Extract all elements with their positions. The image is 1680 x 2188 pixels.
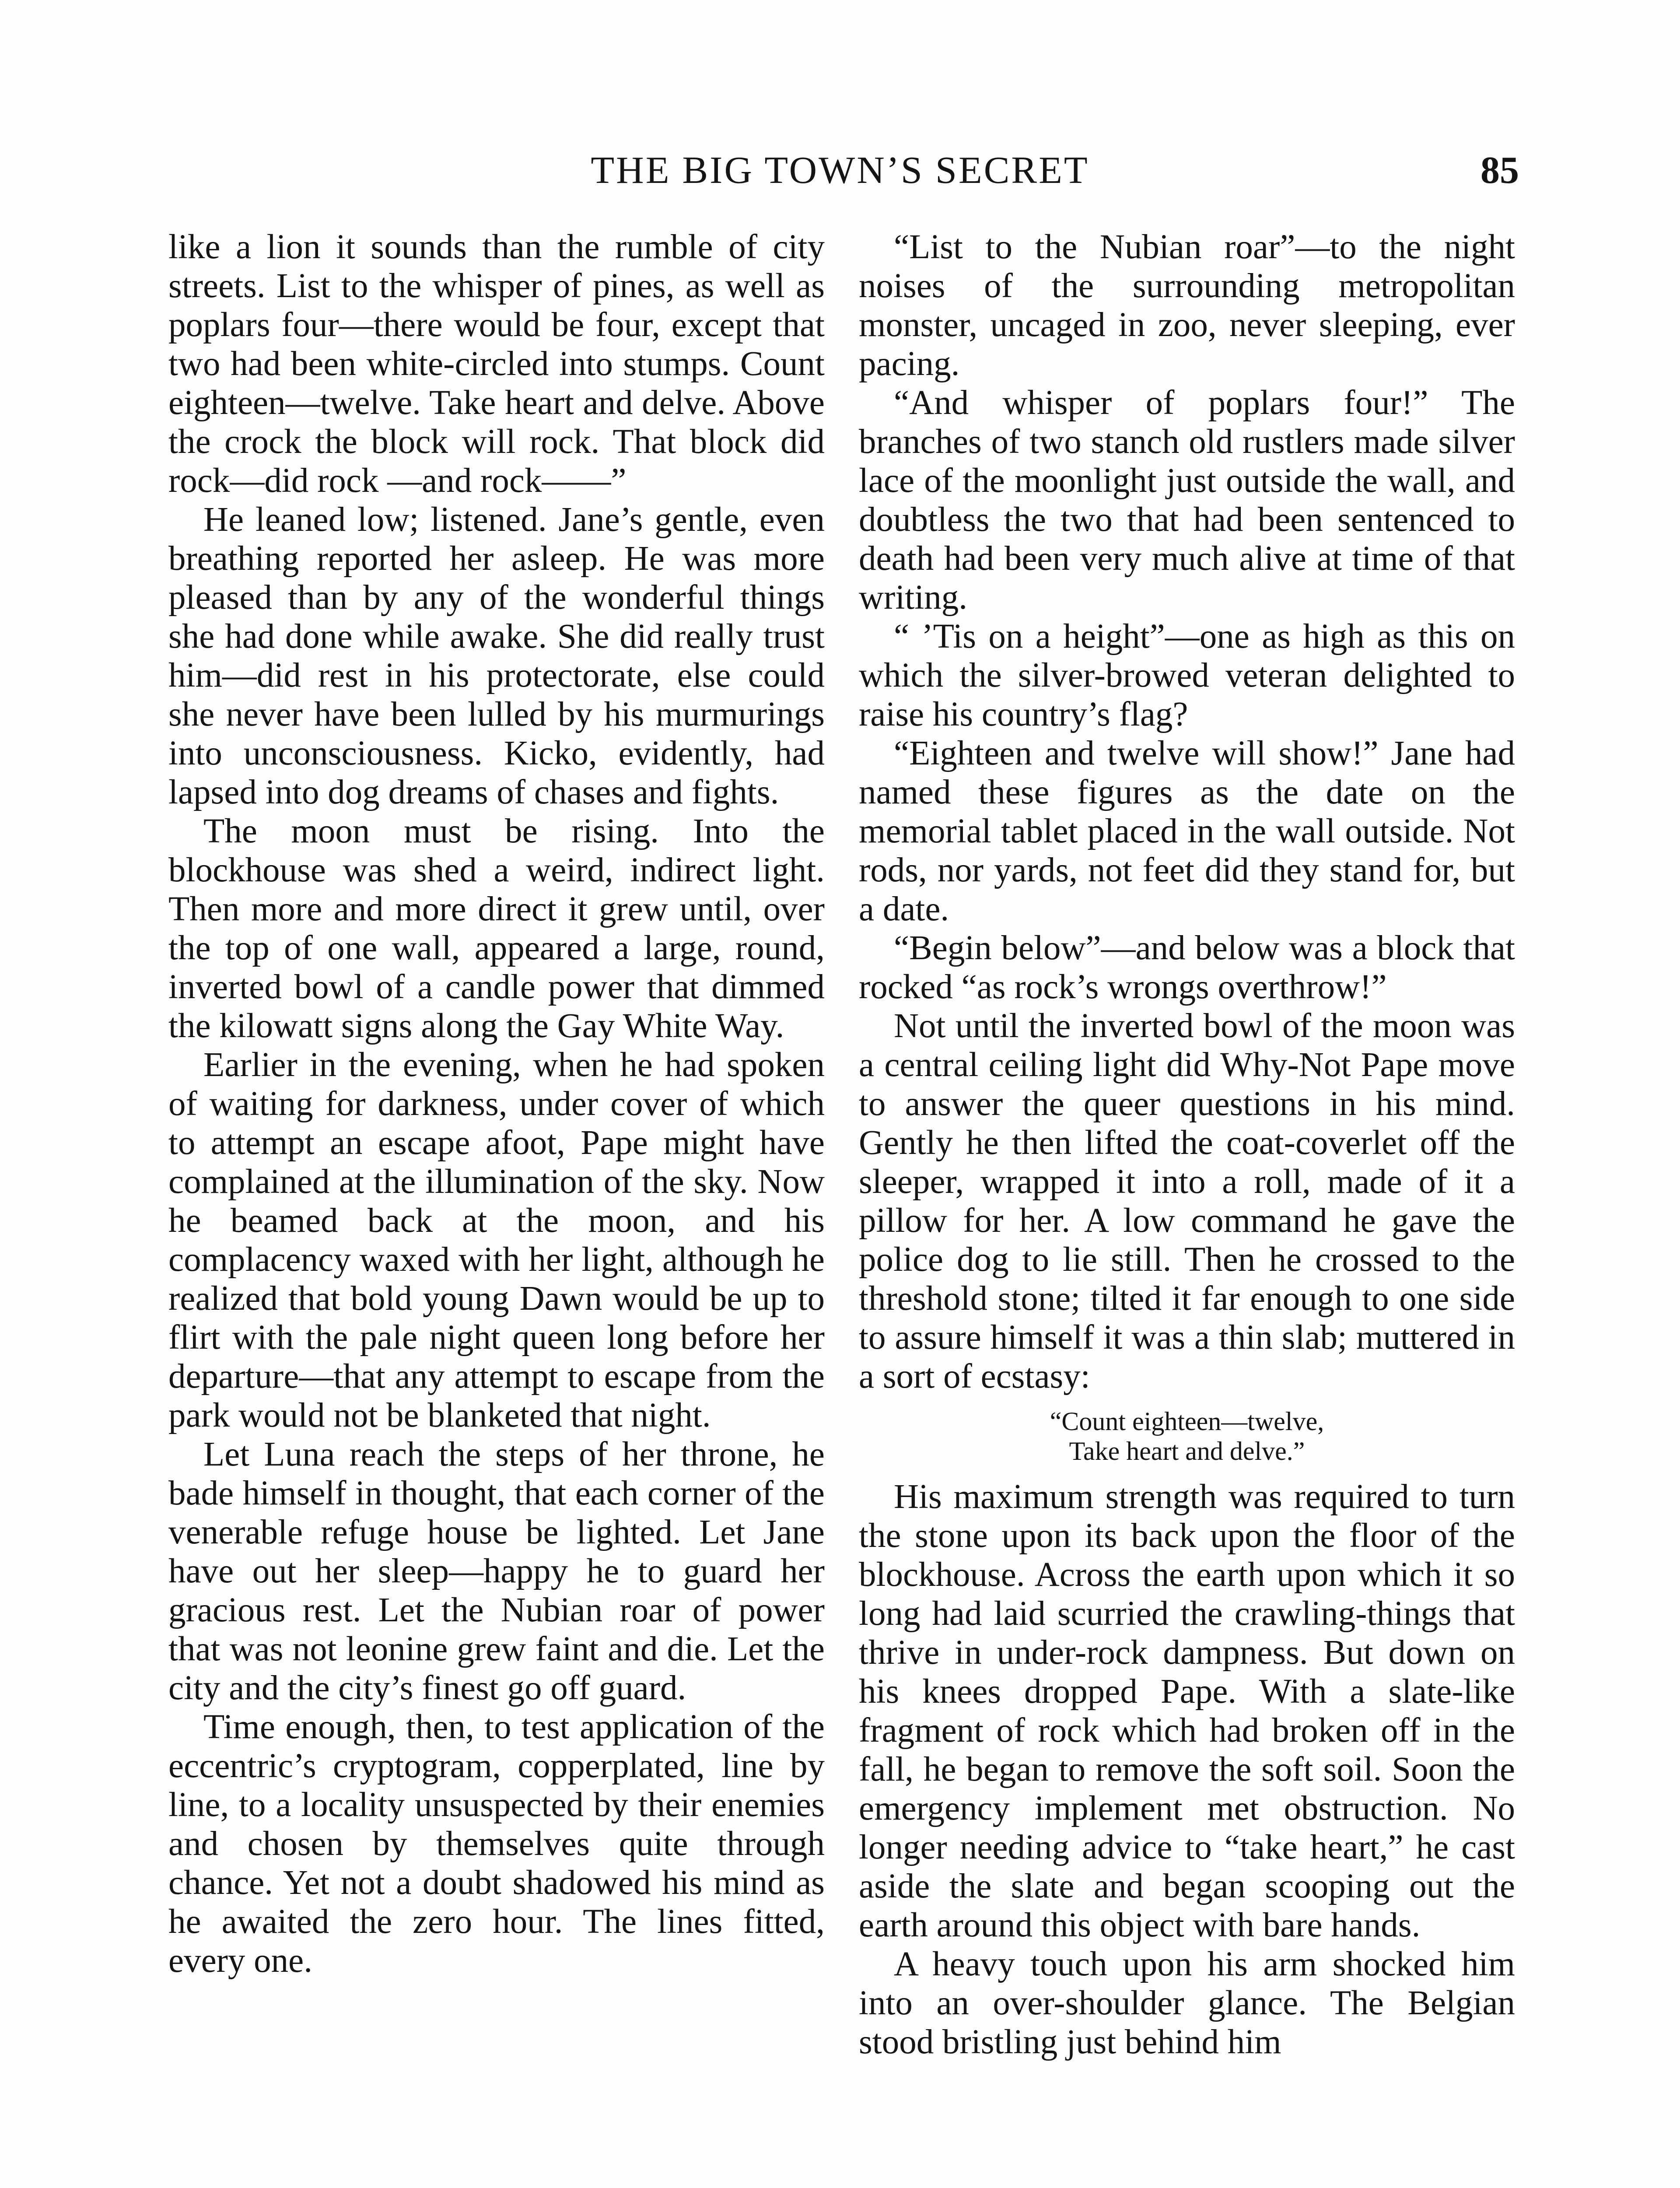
paragraph: like a lion it sounds than the rumble of city streets. List to the whisper of pines, as well as poplars four—there would be four, except that two had been white-circled into stumps. Count eighteen—twelve. Take heart and delve. Above the crock the block will rock. That block did rock—did rock —and rock——” xyxy=(168,228,825,500)
paragraph: “List to the Nubian roar”—to the night noises of the surrounding metropolitan monster, uncaged in zoo, never sleeping, ever pacing. xyxy=(859,228,1515,383)
verse-line: “Count eighteen—twelve, xyxy=(1050,1407,1324,1436)
right-text-column xyxy=(859,228,1515,2062)
paragraph: “Eighteen and twelve will show!” Jane had named these figures as the date on the memorial tablet placed in the wall outside. Not rods, nor yards, not feet did they stand for, but a date. xyxy=(859,734,1515,928)
page-number: 85 xyxy=(1480,149,1519,192)
verse-line: Take heart and delve.” xyxy=(1069,1437,1305,1466)
paragraph: Earlier in the evening, when he had spoken of waiting for darkness, under cover of which to attempt an escape afoot, Pape might have complained at the illumination of the sky. Now he beamed back at the moon, and his complacency waxed with her light, although he realized that bold young Dawn would be up to flirt with the pale night queen long before her departure—that any attempt to escape from the park would not be blanketed that night. xyxy=(168,1046,825,1434)
paragraph: A heavy touch upon his arm shocked him into an over-shoulder glance. The Belgian stood bristling just behind him xyxy=(859,1945,1515,2061)
left-text-column xyxy=(168,228,825,1980)
paragraph: Let Luna reach the steps of her throne, he bade himself in thought, that each corner of the venerable refuge house be lighted. Let Jane have out her sleep—happy he to guard her gracious rest. Let the Nubian roar of power that was not leonine grew faint and die. Let the city and the city’s finest go off guard. xyxy=(168,1435,825,1707)
paragraph: “And whisper of poplars four!” The branches of two stanch old rustlers made silver lace of the moonlight just outside the wall, and doubtless the two that had been sentenced to death had been very much alive at time of that writing. xyxy=(859,384,1515,617)
paragraph: He leaned low; listened. Jane’s gentle, even breathing reported her asleep. He was more pleased than by any of the wonderful things she had done while awake. She did really trust him—did rest in his protectorate, else could she never have been lulled by his murmurings into unconsciousness. Kicko, evidently, had lapsed into dog dreams of chases and fights. xyxy=(168,501,825,811)
paragraph: Time enough, then, to test application of the eccentric’s cryptogram, copperplated, line by line, to a locality unsuspected by their enemies and chosen by themselves quite through chance. Yet not a doubt shadowed his mind as he awaited the zero hour. The lines fitted, every one. xyxy=(168,1708,825,1980)
paragraph: The moon must be rising. Into the blockhouse was shed a weird, indirect light. Then more and more direct it grew until, over the top of one wall, appeared a large, round, inverted bowl of a candle power that dimmed the kilowatt signs along the Gay White Way. xyxy=(168,812,825,1045)
paragraph: “ ’Tis on a height”—one as high as this on which the silver-browed veteran delighted to raise his country’s flag? xyxy=(859,617,1515,733)
paragraph: His maximum strength was required to turn the stone upon its back upon the floor of the blockhouse. Across the earth upon which it so long had laid scurried the crawling-things that thrive in under-rock dampness. But down on his knees dropped Pape. With a slate-like fragment of rock which had broken off in the fall, he began to remove the soft soil. Soon the emergency implement met obstruction. No longer needing advice to “take heart,” he cast aside the slate and began scooping out the earth around this object with bare hands. xyxy=(859,1478,1515,1944)
paragraph: “Begin below”—and below was a block that rocked “as rock’s wrongs overthrow!” xyxy=(859,929,1515,1006)
running-title: THE BIG TOWN’S SECRET xyxy=(591,149,1089,192)
verse-quote xyxy=(859,1406,1515,1466)
paragraph: Not until the inverted bowl of the moon was a central ceiling light did Why-Not Pape move to answer the queer questions in his mind. Gently he then lifted the coat-coverlet off the sleeper, wrapped it into a roll, made of it a pillow for her. A low command he gave the police dog to lie still. Then he crossed to the threshold stone; tilted it far enough to one side to assure himself it was a thin slab; muttered in a sort of ecstasy: xyxy=(859,1007,1515,1396)
page-header xyxy=(0,144,1680,197)
